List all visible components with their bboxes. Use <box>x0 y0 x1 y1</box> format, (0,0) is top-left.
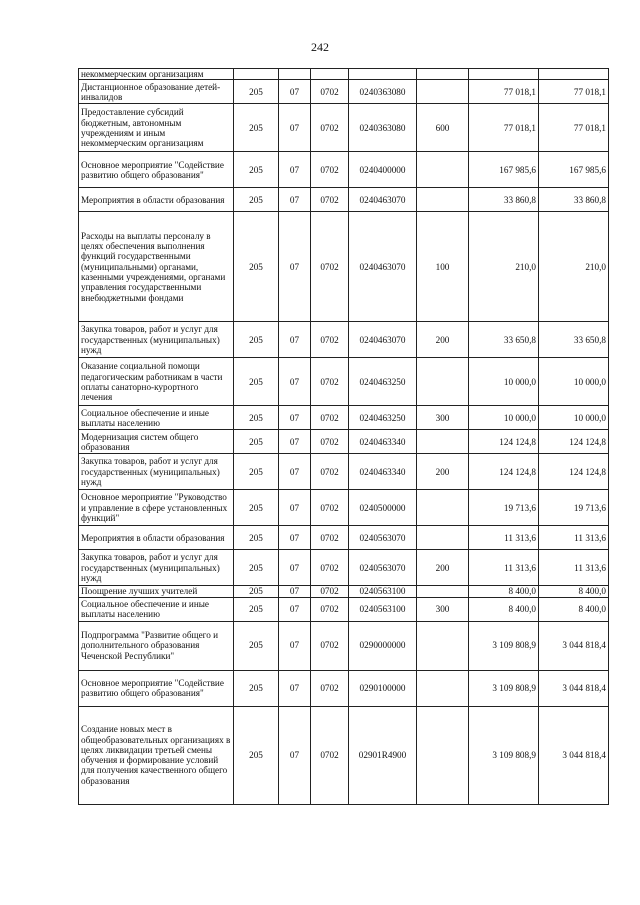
cell-sum2: 11 313,6 <box>539 550 609 586</box>
page-number: 242 <box>311 40 329 54</box>
cell-csr: 0240563100 <box>349 586 417 597</box>
cell-pr <box>311 69 349 80</box>
cell-csr: 0240463250 <box>349 358 417 406</box>
cell-sum2: 210,0 <box>539 212 609 322</box>
cell-sum2: 19 713,6 <box>539 490 609 526</box>
cell-name: Мероприятия в области образования <box>79 188 234 212</box>
cell-vr: 100 <box>417 212 469 322</box>
cell-csr <box>349 69 417 80</box>
cell-sum2: 11 313,6 <box>539 526 609 550</box>
cell-rz: 07 <box>279 706 311 804</box>
cell-csr: 0240400000 <box>349 152 417 188</box>
cell-rz: 07 <box>279 526 311 550</box>
cell-sum2: 124 124,8 <box>539 454 609 490</box>
cell-rz: 07 <box>279 152 311 188</box>
cell-pr: 0702 <box>311 706 349 804</box>
cell-gr: 205 <box>234 454 279 490</box>
cell-sum2: 8 400,0 <box>539 586 609 597</box>
cell-name: Основное мероприятие "Содействие развитию общего образования" <box>79 152 234 188</box>
table-row <box>79 406 609 430</box>
cell-pr: 0702 <box>311 322 349 358</box>
table-row <box>79 322 609 358</box>
cell-csr: 0240563070 <box>349 550 417 586</box>
cell-name: Закупка товаров, работ и услуг для государственных (муниципальных) нужд <box>79 322 234 358</box>
cell-sum2: 3 044 818,4 <box>539 621 609 670</box>
cell-csr: 0240463250 <box>349 406 417 430</box>
cell-vr: 300 <box>417 406 469 430</box>
budget-table <box>78 68 609 805</box>
cell-pr: 0702 <box>311 212 349 322</box>
table-row <box>79 80 609 104</box>
cell-gr: 205 <box>234 188 279 212</box>
cell-rz: 07 <box>279 322 311 358</box>
table-row <box>79 454 609 490</box>
cell-vr <box>417 526 469 550</box>
cell-csr: 0290100000 <box>349 670 417 706</box>
cell-gr: 205 <box>234 322 279 358</box>
cell-pr: 0702 <box>311 526 349 550</box>
cell-rz: 07 <box>279 104 311 152</box>
cell-csr: 0240463070 <box>349 322 417 358</box>
cell-gr: 205 <box>234 526 279 550</box>
cell-pr: 0702 <box>311 586 349 597</box>
cell-csr: 0240363080 <box>349 80 417 104</box>
cell-rz: 07 <box>279 430 311 454</box>
table-row <box>79 358 609 406</box>
cell-sum2: 3 044 818,4 <box>539 706 609 804</box>
cell-vr: 200 <box>417 454 469 490</box>
cell-rz: 07 <box>279 454 311 490</box>
cell-name: Расходы на выплаты персоналу в целях обеспечения выполнения функций государственными (муниципальными) органами, казенными учреждениями, органами управления государственными внебюджетными фондами <box>79 212 234 322</box>
table-body <box>79 69 609 805</box>
cell-sum1 <box>469 69 539 80</box>
cell-gr: 205 <box>234 586 279 597</box>
cell-vr <box>417 358 469 406</box>
cell-csr: 02901R4900 <box>349 706 417 804</box>
cell-name: Поощрение лучших учителей <box>79 586 234 597</box>
cell-gr <box>234 69 279 80</box>
cell-name: Социальное обеспечение и иные выплаты населению <box>79 597 234 621</box>
cell-gr: 205 <box>234 706 279 804</box>
cell-sum1: 33 860,8 <box>469 188 539 212</box>
cell-sum1: 8 400,0 <box>469 586 539 597</box>
cell-gr: 205 <box>234 358 279 406</box>
table-row <box>79 597 609 621</box>
cell-sum1: 8 400,0 <box>469 597 539 621</box>
cell-sum2: 77 018,1 <box>539 104 609 152</box>
cell-pr: 0702 <box>311 430 349 454</box>
cell-vr: 600 <box>417 104 469 152</box>
cell-gr: 205 <box>234 80 279 104</box>
cell-name: Подпрограмма "Развитие общего и дополнительного образования Чеченской Республики" <box>79 621 234 670</box>
cell-pr: 0702 <box>311 670 349 706</box>
cell-vr <box>417 706 469 804</box>
cell-name: Создание новых мест в общеобразовательных организациях в целях ликвидации третьей смены обучения и формирование условий для получения качественного общего образования <box>79 706 234 804</box>
cell-csr: 0240363080 <box>349 104 417 152</box>
cell-pr: 0702 <box>311 104 349 152</box>
cell-name: Предоставление субсидий бюджетным, автономным учреждениям и иным некоммерческим организациям <box>79 104 234 152</box>
cell-csr: 0240563070 <box>349 526 417 550</box>
cell-gr: 205 <box>234 670 279 706</box>
cell-pr: 0702 <box>311 621 349 670</box>
cell-name: Закупка товаров, работ и услуг для государственных (муниципальных) нужд <box>79 454 234 490</box>
cell-rz: 07 <box>279 597 311 621</box>
cell-pr: 0702 <box>311 490 349 526</box>
cell-csr: 0240463070 <box>349 212 417 322</box>
cell-sum1: 77 018,1 <box>469 80 539 104</box>
cell-gr: 205 <box>234 406 279 430</box>
cell-vr <box>417 69 469 80</box>
cell-sum1: 3 109 808,9 <box>469 670 539 706</box>
cell-sum1: 33 650,8 <box>469 322 539 358</box>
table-row <box>79 670 609 706</box>
table-row <box>79 430 609 454</box>
cell-gr: 205 <box>234 430 279 454</box>
cell-sum2: 10 000,0 <box>539 406 609 430</box>
cell-pr: 0702 <box>311 597 349 621</box>
cell-sum2: 10 000,0 <box>539 358 609 406</box>
cell-gr: 205 <box>234 490 279 526</box>
cell-rz: 07 <box>279 670 311 706</box>
cell-vr <box>417 80 469 104</box>
cell-name: Оказание социальной помощи педагогическим работникам в части оплаты санаторно-курортного лечения <box>79 358 234 406</box>
cell-csr: 0240463070 <box>349 188 417 212</box>
cell-rz: 07 <box>279 80 311 104</box>
table-row <box>79 586 609 597</box>
cell-name: Закупка товаров, работ и услуг для государственных (муниципальных) нужд <box>79 550 234 586</box>
cell-csr: 0290000000 <box>349 621 417 670</box>
table-row <box>79 706 609 804</box>
cell-sum1: 3 109 808,9 <box>469 706 539 804</box>
cell-csr: 0240500000 <box>349 490 417 526</box>
cell-gr: 205 <box>234 152 279 188</box>
cell-gr: 205 <box>234 597 279 621</box>
cell-sum2: 3 044 818,4 <box>539 670 609 706</box>
cell-sum1: 19 713,6 <box>469 490 539 526</box>
cell-name: некоммерческим организациям <box>79 69 234 80</box>
cell-vr <box>417 586 469 597</box>
cell-sum2: 167 985,6 <box>539 152 609 188</box>
cell-csr: 0240563100 <box>349 597 417 621</box>
cell-vr <box>417 621 469 670</box>
table-row <box>79 104 609 152</box>
cell-sum2 <box>539 69 609 80</box>
cell-name: Мероприятия в области образования <box>79 526 234 550</box>
cell-rz: 07 <box>279 490 311 526</box>
cell-sum1: 124 124,8 <box>469 454 539 490</box>
cell-rz: 07 <box>279 406 311 430</box>
cell-sum2: 8 400,0 <box>539 597 609 621</box>
cell-sum1: 11 313,6 <box>469 550 539 586</box>
cell-gr: 205 <box>234 212 279 322</box>
cell-sum1: 11 313,6 <box>469 526 539 550</box>
cell-vr <box>417 430 469 454</box>
cell-name: Социальное обеспечение и иные выплаты населению <box>79 406 234 430</box>
cell-vr <box>417 188 469 212</box>
cell-sum1: 3 109 808,9 <box>469 621 539 670</box>
cell-rz: 07 <box>279 550 311 586</box>
cell-sum2: 124 124,8 <box>539 430 609 454</box>
cell-vr: 200 <box>417 322 469 358</box>
cell-name: Основное мероприятие "Руководство и управление в сфере установленных функций" <box>79 490 234 526</box>
cell-name: Модернизация систем общего образования <box>79 430 234 454</box>
cell-vr: 200 <box>417 550 469 586</box>
table-row <box>79 152 609 188</box>
cell-sum2: 33 860,8 <box>539 188 609 212</box>
cell-gr: 205 <box>234 104 279 152</box>
cell-rz: 07 <box>279 586 311 597</box>
table-row <box>79 69 609 80</box>
cell-sum2: 77 018,1 <box>539 80 609 104</box>
cell-pr: 0702 <box>311 80 349 104</box>
cell-vr <box>417 490 469 526</box>
cell-rz: 07 <box>279 358 311 406</box>
cell-pr: 0702 <box>311 188 349 212</box>
table-row <box>79 490 609 526</box>
table-row <box>79 212 609 322</box>
cell-pr: 0702 <box>311 406 349 430</box>
cell-sum1: 167 985,6 <box>469 152 539 188</box>
cell-vr <box>417 670 469 706</box>
cell-csr: 0240463340 <box>349 430 417 454</box>
cell-sum1: 77 018,1 <box>469 104 539 152</box>
cell-sum2: 33 650,8 <box>539 322 609 358</box>
cell-sum1: 10 000,0 <box>469 406 539 430</box>
cell-gr: 205 <box>234 550 279 586</box>
table-row <box>79 526 609 550</box>
cell-name: Дистанционное образование детей-инвалидов <box>79 80 234 104</box>
cell-rz <box>279 69 311 80</box>
cell-vr: 300 <box>417 597 469 621</box>
cell-rz: 07 <box>279 212 311 322</box>
cell-pr: 0702 <box>311 358 349 406</box>
cell-rz: 07 <box>279 621 311 670</box>
cell-vr <box>417 152 469 188</box>
cell-pr: 0702 <box>311 550 349 586</box>
table-row <box>79 188 609 212</box>
cell-csr: 0240463340 <box>349 454 417 490</box>
cell-gr: 205 <box>234 621 279 670</box>
cell-name: Основное мероприятие "Содействие развитию общего образования" <box>79 670 234 706</box>
cell-sum1: 10 000,0 <box>469 358 539 406</box>
cell-pr: 0702 <box>311 454 349 490</box>
table-row <box>79 550 609 586</box>
table-row <box>79 621 609 670</box>
cell-sum1: 124 124,8 <box>469 430 539 454</box>
cell-sum1: 210,0 <box>469 212 539 322</box>
cell-pr: 0702 <box>311 152 349 188</box>
cell-rz: 07 <box>279 188 311 212</box>
